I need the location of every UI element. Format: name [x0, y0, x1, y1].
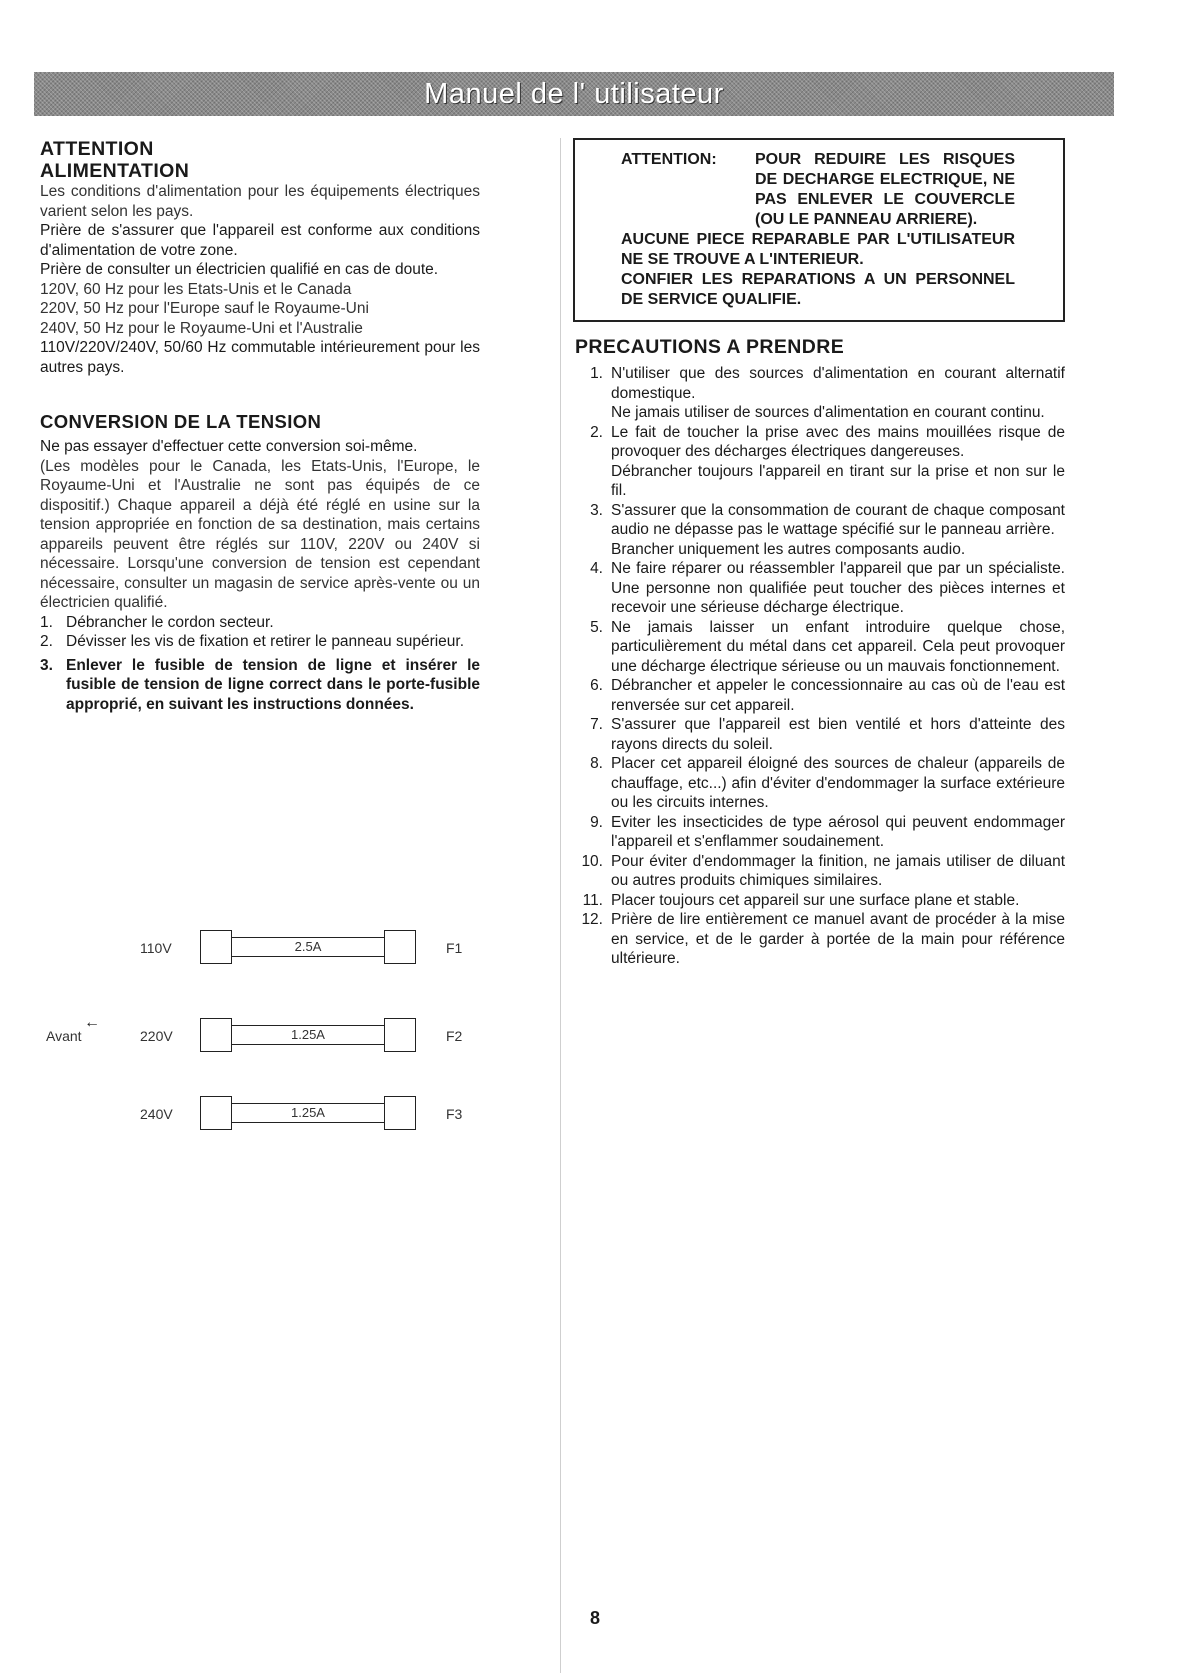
- precaution-number: 4.: [590, 560, 603, 577]
- precaution-item: [575, 501, 1065, 560]
- fuse-id: F2: [446, 1028, 463, 1044]
- precaution-text: N'utiliser que des sources d'alimentation en courant alternatif domestique.: [611, 365, 1065, 402]
- fuse-voltage: 110V: [140, 940, 172, 956]
- fuse-id: F1: [446, 940, 463, 956]
- fuse-voltage: 240V: [140, 1106, 173, 1122]
- precaution-item: [575, 813, 1065, 852]
- precaution-number: 2.: [590, 423, 603, 441]
- fuse-rating: 1.25A: [231, 1103, 385, 1123]
- step-item: [40, 656, 480, 715]
- warning-text: POUR REDUIRE LES RISQUES DE DECHARGE ELECTRIQUE, NE PAS ENLEVER LE COUVERCLE (OU LE PANNEAU ARRIERE).: [755, 151, 1015, 228]
- precaution-item: [575, 676, 1065, 715]
- fuse-rating: 2.5A: [231, 937, 385, 957]
- fuse-row: [40, 930, 480, 966]
- step-item: [40, 613, 480, 633]
- alimentation-heading: ALIMENTATION: [40, 160, 190, 182]
- fuse-cap-right: [384, 1018, 416, 1052]
- fuse-diagram: [40, 930, 480, 1150]
- precaution-text: Pour éviter d'endommager la finition, ne jamais utiliser de diluant ou autres produits chimiques similaires.: [611, 852, 1065, 889]
- precaution-text: S'assurer que la consommation de courant de chaque composant audio ne dépasse pas le wattage spécifié sur le panneau arrière.: [611, 501, 1065, 538]
- precaution-number: 8.: [590, 755, 603, 772]
- page-number: 8: [589, 1608, 600, 1628]
- conversion-steps: [40, 613, 480, 715]
- fuse-cap-left: [200, 1096, 232, 1130]
- precautions-list: [575, 364, 1065, 969]
- precaution-item: [575, 754, 1065, 813]
- precaution-item: [575, 559, 1065, 618]
- precaution-text: Eviter les insecticides de type aérosol qui peuvent endommager l'appareil et s'enflammer soudainement.: [611, 813, 1065, 850]
- warning-box: [573, 138, 1065, 322]
- precaution-number: 11.: [582, 891, 603, 909]
- step-number: 1.: [40, 613, 53, 631]
- precaution-item: [575, 852, 1065, 891]
- precaution-text: Débrancher et appeler le concessionnaire au cas où de l'eau est renversée sur cet appareil.: [611, 677, 1065, 714]
- attention-heading: ATTENTION: [40, 138, 154, 160]
- precaution-text: Ne jamais laisser un enfant introduire quelque chose, particulièrement du métal dans cet appareil. Cela peut provoquer une décharge électrique sérieuse ou un mauvais fonctionnement.: [611, 618, 1065, 675]
- alimentation-paragraph: 220V, 50 Hz pour l'Europe sauf le Royaume-Uni: [40, 300, 369, 317]
- precaution-text: Le fait de toucher la prise avec des mains mouillées risque de provoquer des décharges électriques dangereuses.: [611, 423, 1065, 460]
- alimentation-text: [40, 182, 480, 377]
- left-column: [40, 138, 480, 714]
- alimentation-paragraph: 110V/220V/240V, 50/60 Hz commutable intérieurement pour les autres pays.: [40, 339, 480, 376]
- fuse-voltage: 220V: [140, 1028, 173, 1044]
- precaution-text: Ne faire réparer ou réassembler l'appareil que par un spécialiste. Une personne non qualifiée peut toucher des pièces internes et recevoir une sérieuse décharge électrique.: [611, 560, 1065, 616]
- fuse-icon: [200, 1096, 416, 1130]
- precaution-text: Débrancher toujours l'appareil en tirant sur la prise et non sur le fil.: [611, 462, 1065, 499]
- step-text: Débrancher le cordon secteur.: [66, 613, 274, 631]
- alimentation-paragraph: Les conditions d'alimentation pour les équipements électriques varient selon les pays.: [40, 183, 480, 220]
- precaution-text: Prière de lire entièrement ce manuel avant de procéder à la mise en service, et de le garder à portée de la main pour référence ultérieure.: [611, 911, 1065, 967]
- warning-label: ATTENTION:: [621, 151, 717, 168]
- fuse-cap-left: [200, 930, 232, 964]
- step-number: 2.: [40, 633, 53, 650]
- precaution-number: 6.: [590, 677, 603, 694]
- precaution-number: 9.: [590, 813, 603, 831]
- precaution-number: 5.: [590, 618, 603, 636]
- precaution-item: [575, 423, 1065, 501]
- precaution-item: [575, 364, 1065, 423]
- precaution-text: Brancher uniquement les autres composants audio.: [611, 540, 966, 558]
- step-number: 3.: [40, 656, 53, 674]
- precaution-item: [575, 891, 1065, 911]
- fuse-id: F3: [446, 1106, 463, 1122]
- alimentation-paragraph: 120V, 60 Hz pour les Etats-Unis et le Canada: [40, 280, 352, 298]
- precautions-heading: PRECAUTIONS A PRENDRE: [575, 336, 845, 358]
- front-label: Avant: [46, 1028, 82, 1044]
- fuse-cap-right: [384, 1096, 416, 1130]
- fuse-row: [40, 1096, 480, 1132]
- precaution-number: 12.: [581, 911, 603, 928]
- right-column: [575, 138, 1065, 969]
- precaution-number: 10.: [581, 852, 603, 870]
- column-divider: [560, 138, 561, 1673]
- precaution-number: 7.: [590, 716, 603, 733]
- step-text: Enlever le fusible de tension de ligne et insérer le fusible de tension de ligne correct dans le porte-fusible approprié, en suivant les instructions données.: [66, 656, 480, 713]
- step-item: [40, 632, 480, 652]
- precaution-text: Placer cet appareil éloigné des sources de chaleur (appareils de chauffage, etc...) afin d'éviter d'endommager la surface extérieure ou les circuits internes.: [611, 755, 1065, 811]
- title-banner: [34, 72, 1114, 116]
- fuse-cap-left: [200, 1018, 232, 1052]
- alimentation-paragraph: 240V, 50 Hz pour le Royaume-Uni et l'Australie: [40, 319, 363, 337]
- warning-line: CONFIER LES REPARATIONS A UN PERSONNEL DE SERVICE QUALIFIE.: [621, 271, 1015, 308]
- fuse-rating: 1.25A: [231, 1025, 385, 1045]
- alimentation-paragraph: Prière de consulter un électricien qualifié en cas de doute.: [40, 261, 439, 278]
- precaution-item: [575, 618, 1065, 677]
- precaution-number: 1.: [590, 365, 603, 382]
- fuse-icon: [200, 930, 416, 964]
- page-title: Manuel de l' utilisateur: [424, 78, 724, 110]
- precaution-text: Ne jamais utiliser de sources d'alimentation en courant continu.: [611, 404, 1045, 421]
- precaution-text: Placer toujours cet appareil sur une surface plane et stable.: [611, 891, 1020, 909]
- alimentation-paragraph: Prière de s'assurer que l'appareil est conforme aux conditions d'alimentation de votre zone.: [40, 222, 480, 259]
- precaution-number: 3.: [590, 501, 603, 519]
- step-text: Dévisser les vis de fixation et retirer le panneau supérieur.: [66, 633, 465, 650]
- conversion-heading: CONVERSION DE LA TENSION: [40, 411, 322, 432]
- fuse-icon: [200, 1018, 416, 1052]
- fuse-cap-right: [384, 930, 416, 964]
- precaution-item: [575, 715, 1065, 754]
- conversion-description: (Les modèles pour le Canada, les Etats-Unis, l'Europe, le Royaume-Uni et l'Australie ne sont pas équipés de ce dispositif.) Chaque appareil a déjà été réglé en usine sur la tension appropriée en fonction de sa destination, mais certains appareils peuvent être réglés sur 110V, 220V ou 240V si nécessaire. Lorsqu'une conversion de tension est cependant nécessaire, consulter un magasin de service après-vente ou un électricien qualifié.: [40, 457, 480, 611]
- fuse-row: [40, 1014, 480, 1054]
- precaution-text: S'assurer que l'appareil est bien ventilé et hors d'atteinte des rayons directs du soleil.: [611, 716, 1065, 753]
- left-arrow-icon: ←: [84, 1014, 100, 1031]
- precaution-item: [575, 910, 1065, 969]
- conversion-warning: Ne pas essayer d'effectuer cette conversion soi-même.: [40, 438, 418, 455]
- warning-line: AUCUNE PIECE REPARABLE PAR L'UTILISATEUR NE SE TROUVE A L'INTERIEUR.: [621, 231, 1015, 268]
